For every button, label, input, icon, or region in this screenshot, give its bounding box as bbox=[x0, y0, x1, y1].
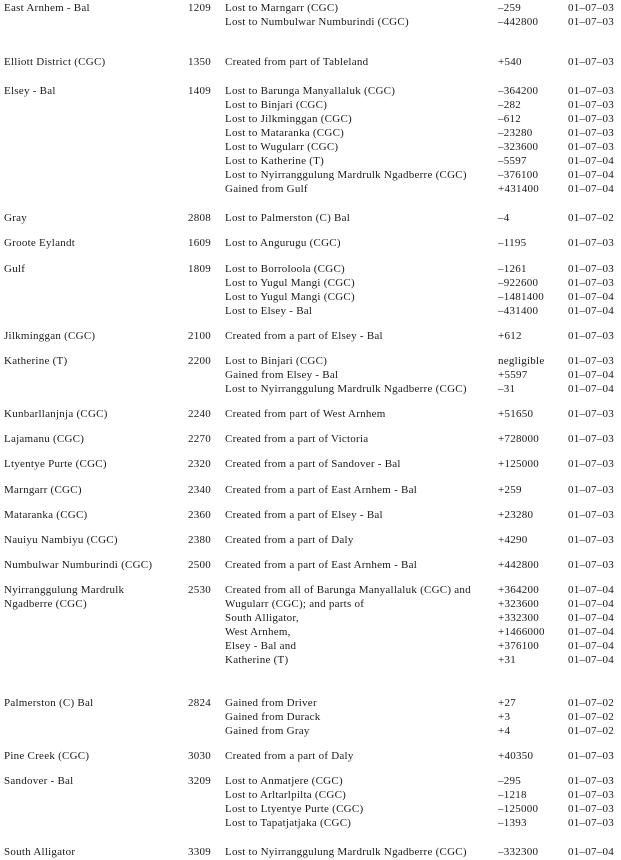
area-name: Elsey - Bal bbox=[4, 85, 56, 97]
change-list bbox=[225, 84, 621, 196]
change-amount: +27 bbox=[498, 697, 516, 709]
change-date: 01–07–04 bbox=[568, 305, 614, 317]
change-description: West Arnhem, bbox=[225, 626, 291, 638]
change-description: Gained from Driver bbox=[225, 697, 317, 709]
change-description: Lost to Mataranka (CGC) bbox=[225, 127, 345, 139]
change-description: Created from a part of Elsey - Bal bbox=[225, 509, 383, 521]
change-line bbox=[225, 290, 621, 304]
change-amount: –1393 bbox=[498, 817, 527, 829]
change-description: Lost to Borroloola (CGC) bbox=[225, 263, 345, 275]
area-code: 3309 bbox=[188, 846, 211, 858]
change-line bbox=[225, 802, 621, 816]
change-line bbox=[225, 304, 621, 318]
change-date: 01–07–03 bbox=[568, 408, 614, 420]
change-description: Lost to Nyirranggulung Mardrulk Ngadberre (CGC) bbox=[225, 169, 467, 181]
change-date: 01–07–03 bbox=[568, 2, 614, 14]
table-row bbox=[4, 236, 621, 250]
change-line bbox=[225, 696, 621, 710]
change-list bbox=[225, 533, 621, 547]
change-date: 01–07–03 bbox=[568, 99, 614, 111]
change-description: Created from a part of Daly bbox=[225, 534, 354, 546]
change-line bbox=[225, 140, 621, 154]
area-code: 2240 bbox=[188, 408, 211, 420]
change-date: 01–07–03 bbox=[568, 509, 614, 521]
area-code: 1209 bbox=[188, 2, 211, 14]
change-description: Lost to Numbulwar Numburindi (CGC) bbox=[225, 16, 409, 28]
table-row bbox=[4, 845, 621, 859]
change-line bbox=[225, 724, 621, 738]
table-row bbox=[4, 1, 621, 29]
change-line bbox=[225, 126, 621, 140]
change-list bbox=[225, 583, 621, 667]
change-date: 01–07–04 bbox=[568, 291, 614, 303]
change-amount: –1195 bbox=[498, 237, 527, 249]
area-name: Lajamanu (CGC) bbox=[4, 433, 85, 445]
change-amount: –295 bbox=[498, 775, 521, 787]
change-description: Lost to Ltyentye Purte (CGC) bbox=[225, 803, 364, 815]
area-code: 2530 bbox=[188, 584, 211, 596]
area-name: Mataranka (CGC) bbox=[4, 509, 88, 521]
change-amount: –431400 bbox=[498, 305, 539, 317]
change-date: 01–07–04 bbox=[568, 640, 614, 652]
area-name: Gulf bbox=[4, 263, 26, 275]
change-list bbox=[225, 1, 621, 29]
change-list bbox=[225, 329, 621, 343]
change-date: 01–07–03 bbox=[568, 263, 614, 275]
change-description: Lost to Marngarr (CGC) bbox=[225, 2, 339, 14]
area-name: Gray bbox=[4, 212, 27, 224]
change-date: 01–07–04 bbox=[568, 183, 614, 195]
area-name: Palmerston (C) Bal bbox=[4, 697, 94, 709]
change-description: Katherine (T) bbox=[225, 654, 289, 666]
change-amount: –332300 bbox=[498, 846, 539, 858]
area-name: East Arnhem - Bal bbox=[4, 2, 90, 14]
change-description: Lost to Yugul Mangi (CGC) bbox=[225, 277, 355, 289]
area-code: 2320 bbox=[188, 458, 211, 470]
change-line bbox=[225, 749, 621, 763]
area-name: Groote Eylandt bbox=[4, 237, 76, 249]
change-line bbox=[225, 382, 621, 396]
change-line bbox=[225, 508, 621, 522]
change-date: 01–07–03 bbox=[568, 16, 614, 28]
change-list bbox=[225, 845, 621, 859]
change-date: 01–07–04 bbox=[568, 383, 614, 395]
change-list bbox=[225, 457, 621, 471]
area-code: 2808 bbox=[188, 212, 211, 224]
change-date: 01–07–03 bbox=[568, 237, 614, 249]
change-line bbox=[225, 407, 621, 421]
change-amount: +323600 bbox=[498, 598, 539, 610]
area-name: Numbulwar Numburindi (CGC) bbox=[4, 559, 153, 571]
change-description: Created from a part of Daly bbox=[225, 750, 354, 762]
area-code: 2824 bbox=[188, 697, 211, 709]
change-line bbox=[225, 625, 621, 639]
change-date: 01–07–03 bbox=[568, 85, 614, 97]
change-line bbox=[225, 611, 621, 625]
change-amount: negligible bbox=[498, 355, 545, 367]
change-date: 01–07–04 bbox=[568, 155, 614, 167]
area-code: 2500 bbox=[188, 559, 211, 571]
area-code: 1609 bbox=[188, 237, 211, 249]
area-name: Nauiyu Nambiyu (CGC) bbox=[4, 534, 118, 546]
area-code: 2100 bbox=[188, 330, 211, 342]
change-amount: –376100 bbox=[498, 169, 539, 181]
change-list bbox=[225, 432, 621, 446]
change-list bbox=[225, 508, 621, 522]
change-line bbox=[225, 368, 621, 382]
change-line bbox=[225, 262, 621, 276]
change-description: Wugularr (CGC); and parts of bbox=[225, 598, 365, 610]
change-amount: +540 bbox=[498, 56, 522, 68]
change-amount: +612 bbox=[498, 330, 522, 342]
change-description: Lost to Palmerston (C) Bal bbox=[225, 212, 351, 224]
table-row bbox=[4, 749, 621, 763]
change-date: 01–07–03 bbox=[568, 127, 614, 139]
change-amount: –922600 bbox=[498, 277, 539, 289]
change-date: 01–07–04 bbox=[568, 584, 614, 596]
change-date: 01–07–04 bbox=[568, 598, 614, 610]
table-row bbox=[4, 354, 621, 396]
change-line bbox=[225, 55, 621, 69]
change-date: 01–07–03 bbox=[568, 817, 614, 829]
change-line bbox=[225, 816, 621, 830]
change-description: Lost to Arltarlpilta (CGC) bbox=[225, 789, 347, 801]
change-date: 01–07–02 bbox=[568, 711, 614, 723]
change-line bbox=[225, 1, 621, 15]
change-description: Created from all of Barunga Manyallaluk (CGC) and bbox=[225, 584, 471, 596]
change-list bbox=[225, 696, 621, 738]
change-line bbox=[225, 15, 621, 29]
change-description: Lost to Katherine (T) bbox=[225, 155, 325, 167]
change-amount: –1481400 bbox=[498, 291, 544, 303]
change-date: 01–07–03 bbox=[568, 330, 614, 342]
change-amount: +125000 bbox=[498, 458, 539, 470]
area-name: Sandover - Bal bbox=[4, 775, 74, 787]
change-date: 01–07–04 bbox=[568, 626, 614, 638]
change-line bbox=[225, 168, 621, 182]
change-description: Gained from Gulf bbox=[225, 183, 308, 195]
area-name: Nyirranggulung Mardrulk Ngadberre (CGC) bbox=[4, 584, 125, 610]
change-date: 01–07–02 bbox=[568, 212, 614, 224]
table-row bbox=[4, 329, 621, 343]
table-row bbox=[4, 262, 621, 318]
change-line bbox=[225, 211, 621, 225]
change-amount: –23280 bbox=[498, 127, 533, 139]
area-name: Elliott District (CGC) bbox=[4, 56, 106, 68]
change-amount: +3 bbox=[498, 711, 511, 723]
area-name: Kunbarllanjnja (CGC) bbox=[4, 408, 108, 420]
change-amount: +23280 bbox=[498, 509, 534, 521]
table-row bbox=[4, 696, 621, 738]
change-date: 01–07–04 bbox=[568, 369, 614, 381]
area-code: 1409 bbox=[188, 85, 211, 97]
table-row bbox=[4, 211, 621, 225]
table-row bbox=[4, 55, 621, 69]
change-date: 01–07–04 bbox=[568, 846, 614, 858]
change-description: Lost to Anmatjere (CGC) bbox=[225, 775, 343, 787]
change-date: 01–07–03 bbox=[568, 458, 614, 470]
change-description: Created from a part of Elsey - Bal bbox=[225, 330, 383, 342]
change-amount: –1261 bbox=[498, 263, 527, 275]
change-amount: –323600 bbox=[498, 141, 539, 153]
change-amount: –364200 bbox=[498, 85, 539, 97]
area-name: Katherine (T) bbox=[4, 355, 68, 367]
change-amount: +442800 bbox=[498, 559, 539, 571]
lga-change-table bbox=[4, 1, 621, 859]
change-amount: +431400 bbox=[498, 183, 539, 195]
table-row bbox=[4, 457, 621, 471]
change-list bbox=[225, 749, 621, 763]
change-amount: –125000 bbox=[498, 803, 539, 815]
area-code: 3209 bbox=[188, 775, 211, 787]
change-date: 01–07–04 bbox=[568, 169, 614, 181]
change-amount: +5597 bbox=[498, 369, 528, 381]
change-description: Lost to Tapatjatjaka (CGC) bbox=[225, 817, 352, 829]
change-date: 01–07–03 bbox=[568, 789, 614, 801]
change-amount: –259 bbox=[498, 2, 521, 14]
change-line bbox=[225, 112, 621, 126]
change-date: 01–07–03 bbox=[568, 750, 614, 762]
change-line bbox=[225, 583, 621, 597]
change-description: Gained from Durack bbox=[225, 711, 321, 723]
change-list bbox=[225, 774, 621, 830]
change-date: 01–07–03 bbox=[568, 141, 614, 153]
table-row bbox=[4, 774, 621, 830]
change-amount: +31 bbox=[498, 654, 516, 666]
area-code: 2380 bbox=[188, 534, 211, 546]
change-line bbox=[225, 432, 621, 446]
area-name: South Alligator bbox=[4, 846, 76, 858]
change-amount: +728000 bbox=[498, 433, 539, 445]
change-description: Created from a part of East Arnhem - Bal bbox=[225, 484, 418, 496]
change-date: 01–07–02 bbox=[568, 697, 614, 709]
area-code: 2360 bbox=[188, 509, 211, 521]
change-list bbox=[225, 211, 621, 225]
change-line bbox=[225, 457, 621, 471]
change-description: Lost to Nyirranggulung Mardrulk Ngadberre (CGC) bbox=[225, 846, 467, 858]
change-line bbox=[225, 276, 621, 290]
change-description: Gained from Elsey - Bal bbox=[225, 369, 339, 381]
change-list bbox=[225, 354, 621, 396]
change-line bbox=[225, 845, 621, 859]
change-amount: –1218 bbox=[498, 789, 527, 801]
change-amount: +332300 bbox=[498, 612, 539, 624]
change-date: 01–07–03 bbox=[568, 803, 614, 815]
change-amount: +51650 bbox=[498, 408, 534, 420]
area-name: Pine Creek (CGC) bbox=[4, 750, 90, 762]
change-amount: +4290 bbox=[498, 534, 528, 546]
change-list bbox=[225, 558, 621, 572]
change-date: 01–07–03 bbox=[568, 277, 614, 289]
change-list bbox=[225, 262, 621, 318]
change-list bbox=[225, 55, 621, 69]
change-description: Lost to Nyirranggulung Mardrulk Ngadberre (CGC) bbox=[225, 383, 467, 395]
change-line bbox=[225, 236, 621, 250]
area-name: Marngarr (CGC) bbox=[4, 484, 82, 496]
change-date: 01–07–04 bbox=[568, 654, 614, 666]
table-row bbox=[4, 533, 621, 547]
change-line bbox=[225, 329, 621, 343]
change-line bbox=[225, 788, 621, 802]
area-code: 3030 bbox=[188, 750, 211, 762]
change-line bbox=[225, 182, 621, 196]
change-amount: +1466000 bbox=[498, 626, 545, 638]
change-date: 01–07–03 bbox=[568, 355, 614, 367]
change-line bbox=[225, 533, 621, 547]
change-amount: +259 bbox=[498, 484, 522, 496]
change-amount: +40350 bbox=[498, 750, 534, 762]
change-line bbox=[225, 98, 621, 112]
change-date: 01–07–03 bbox=[568, 433, 614, 445]
table-row bbox=[4, 558, 621, 572]
change-description: Gained from Gray bbox=[225, 725, 310, 737]
area-name: Ltyentye Purte (CGC) bbox=[4, 458, 107, 470]
change-amount: +364200 bbox=[498, 584, 539, 596]
area-code: 2270 bbox=[188, 433, 211, 445]
change-amount: –4 bbox=[498, 212, 510, 224]
area-code: 2200 bbox=[188, 355, 211, 367]
area-code: 1350 bbox=[188, 56, 211, 68]
change-date: 01–07–03 bbox=[568, 559, 614, 571]
change-line bbox=[225, 710, 621, 724]
change-description: Lost to Angurugu (CGC) bbox=[225, 237, 341, 249]
change-description: Created from a part of Victoria bbox=[225, 433, 369, 445]
change-description: Created from a part of East Arnhem - Bal bbox=[225, 559, 418, 571]
change-description: Lost to Binjari (CGC) bbox=[225, 355, 328, 367]
change-amount: –31 bbox=[498, 383, 516, 395]
table-row bbox=[4, 84, 621, 196]
change-description: Created from part of West Arnhem bbox=[225, 408, 386, 420]
area-name: Jilkminggan (CGC) bbox=[4, 330, 96, 342]
change-amount: +4 bbox=[498, 725, 511, 737]
table-row bbox=[4, 432, 621, 446]
change-date: 01–07–02 bbox=[568, 725, 614, 737]
change-date: 01–07–03 bbox=[568, 113, 614, 125]
change-line bbox=[225, 774, 621, 788]
change-description: Lost to Wugularr (CGC) bbox=[225, 141, 339, 153]
change-amount: +376100 bbox=[498, 640, 539, 652]
change-date: 01–07–03 bbox=[568, 534, 614, 546]
change-list bbox=[225, 407, 621, 421]
change-line bbox=[225, 653, 621, 667]
change-line bbox=[225, 639, 621, 653]
table-row bbox=[4, 483, 621, 497]
change-date: 01–07–03 bbox=[568, 775, 614, 787]
change-date: 01–07–04 bbox=[568, 612, 614, 624]
change-line bbox=[225, 154, 621, 168]
change-description: Elsey - Bal and bbox=[225, 640, 297, 652]
area-code: 1809 bbox=[188, 263, 211, 275]
change-line bbox=[225, 597, 621, 611]
table-row bbox=[4, 508, 621, 522]
area-code: 2340 bbox=[188, 484, 211, 496]
change-line bbox=[225, 354, 621, 368]
change-list bbox=[225, 236, 621, 250]
change-amount: –282 bbox=[498, 99, 521, 111]
change-list bbox=[225, 483, 621, 497]
change-date: 01–07–03 bbox=[568, 56, 614, 68]
change-date: 01–07–03 bbox=[568, 484, 614, 496]
change-amount: –612 bbox=[498, 113, 521, 125]
change-description: Lost to Yugul Mangi (CGC) bbox=[225, 291, 355, 303]
change-description: Created from part of Tableland bbox=[225, 56, 369, 68]
change-description: Lost to Barunga Manyallaluk (CGC) bbox=[225, 85, 396, 97]
change-line bbox=[225, 84, 621, 98]
table-row bbox=[4, 583, 621, 667]
change-line bbox=[225, 483, 621, 497]
change-amount: –5597 bbox=[498, 155, 527, 167]
change-description: South Alligator, bbox=[225, 612, 299, 624]
change-description: Lost to Jilkminggan (CGC) bbox=[225, 113, 352, 125]
change-description: Lost to Binjari (CGC) bbox=[225, 99, 328, 111]
change-description: Created from a part of Sandover - Bal bbox=[225, 458, 401, 470]
change-amount: –442800 bbox=[498, 16, 539, 28]
change-line bbox=[225, 558, 621, 572]
table-row bbox=[4, 407, 621, 421]
change-description: Lost to Elsey - Bal bbox=[225, 305, 313, 317]
